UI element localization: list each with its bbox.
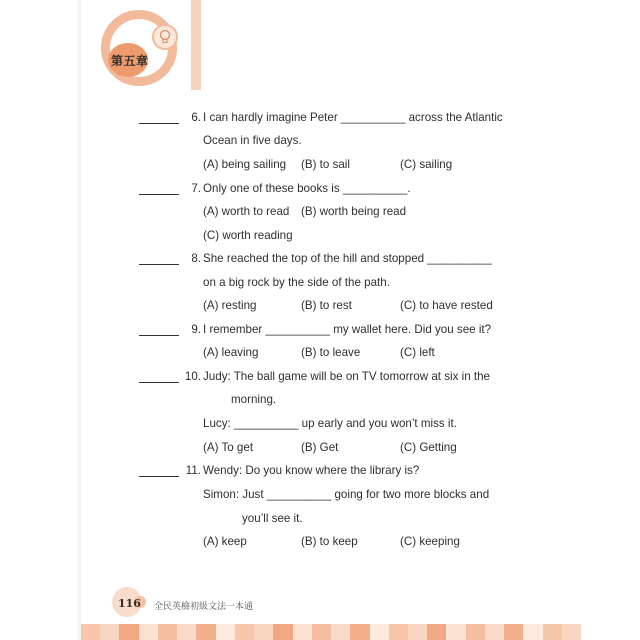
question-text: Simon: Just __________ going for two more blocks and bbox=[203, 488, 490, 501]
footer-strip-tile bbox=[523, 624, 542, 640]
footer-strip-tile bbox=[119, 624, 138, 640]
option-a[interactable]: (A) being sailing bbox=[203, 158, 287, 171]
footer-strip-tile bbox=[331, 624, 350, 640]
footer-color-strip bbox=[81, 624, 581, 640]
footer-strip-tile bbox=[446, 624, 465, 640]
footer-strip-tile bbox=[312, 624, 331, 640]
question-text: Wendy: Do you know where the library is? bbox=[203, 464, 420, 477]
option-b[interactable]: (B) Get bbox=[301, 441, 339, 454]
option-c[interactable]: (C) keeping bbox=[400, 535, 460, 548]
option-b[interactable]: (B) to rest bbox=[301, 299, 352, 312]
footer-strip-tile bbox=[466, 624, 485, 640]
option-a[interactable]: (A) To get bbox=[203, 441, 254, 454]
option-c[interactable]: (C) left bbox=[400, 346, 435, 359]
question-text: I remember __________ my wallet here. Did you see it? bbox=[203, 323, 492, 336]
option-a[interactable]: (A) leaving bbox=[203, 346, 259, 359]
question-number: 10. bbox=[184, 370, 201, 383]
option-b[interactable]: (B) to keep bbox=[301, 535, 358, 548]
footer-strip-tile bbox=[273, 624, 292, 640]
question-number: 8. bbox=[191, 252, 201, 265]
question-text: Only one of these books is __________. bbox=[203, 182, 411, 195]
footer-strip-tile bbox=[139, 624, 158, 640]
question-number: 6. bbox=[191, 111, 201, 124]
footer-strip-tile bbox=[543, 624, 562, 640]
question-text: Ocean in five days. bbox=[203, 134, 302, 147]
option-a[interactable]: (A) resting bbox=[203, 299, 257, 312]
footer-strip-tile bbox=[485, 624, 504, 640]
question-text: you’ll see it. bbox=[242, 512, 303, 525]
footer-strip-tile bbox=[350, 624, 369, 640]
footer-strip-tile bbox=[504, 624, 523, 640]
option-c[interactable]: (C) sailing bbox=[400, 158, 453, 171]
question-text: morning. bbox=[231, 393, 277, 406]
footer-strip-tile bbox=[81, 624, 100, 640]
footer-strip-tile bbox=[293, 624, 312, 640]
footer-strip-tile bbox=[408, 624, 427, 640]
option-c[interactable]: (C) worth reading bbox=[203, 229, 293, 242]
question-text: on a big rock by the side of the path. bbox=[203, 276, 390, 289]
question-text: Lucy: __________ up early and you won’t miss it. bbox=[203, 417, 457, 430]
question-text: She reached the top of the hill and stopped __________ bbox=[203, 252, 492, 265]
footer-strip-tile bbox=[100, 624, 119, 640]
option-a[interactable]: (A) keep bbox=[203, 535, 247, 548]
page-number: 116 bbox=[118, 597, 141, 610]
footer-strip-tile bbox=[562, 624, 581, 640]
question-text: Judy: The ball game will be on TV tomorrow at six in the bbox=[203, 370, 490, 383]
question-number: 11. bbox=[185, 464, 201, 477]
option-b[interactable]: (B) to sail bbox=[301, 158, 350, 171]
option-c[interactable]: (C) to have rested bbox=[400, 299, 493, 312]
question-text: I can hardly imagine Peter __________ across the Atlantic bbox=[203, 111, 503, 124]
option-b[interactable]: (B) to leave bbox=[301, 346, 361, 359]
option-a[interactable]: (A) worth to read bbox=[203, 205, 290, 218]
footer-strip-tile bbox=[216, 624, 235, 640]
option-b[interactable]: (B) worth being read bbox=[301, 205, 407, 218]
lightbulb-icon bbox=[152, 24, 178, 50]
footer-strip-tile bbox=[235, 624, 254, 640]
footer-strip-tile bbox=[158, 624, 177, 640]
decorative-stripe bbox=[191, 0, 201, 90]
footer-strip-tile bbox=[177, 624, 196, 640]
book-title: 全民英檢初級文法一本通 bbox=[154, 602, 254, 612]
chapter-label: 第五章 bbox=[111, 54, 149, 68]
footer-strip-tile bbox=[196, 624, 215, 640]
option-c[interactable]: (C) Getting bbox=[400, 441, 457, 454]
footer-strip-tile bbox=[427, 624, 446, 640]
footer-strip-tile bbox=[370, 624, 389, 640]
footer-strip-tile bbox=[254, 624, 273, 640]
footer-strip-tile bbox=[389, 624, 408, 640]
question-number: 9. bbox=[191, 323, 201, 336]
question-number: 7. bbox=[191, 182, 201, 195]
